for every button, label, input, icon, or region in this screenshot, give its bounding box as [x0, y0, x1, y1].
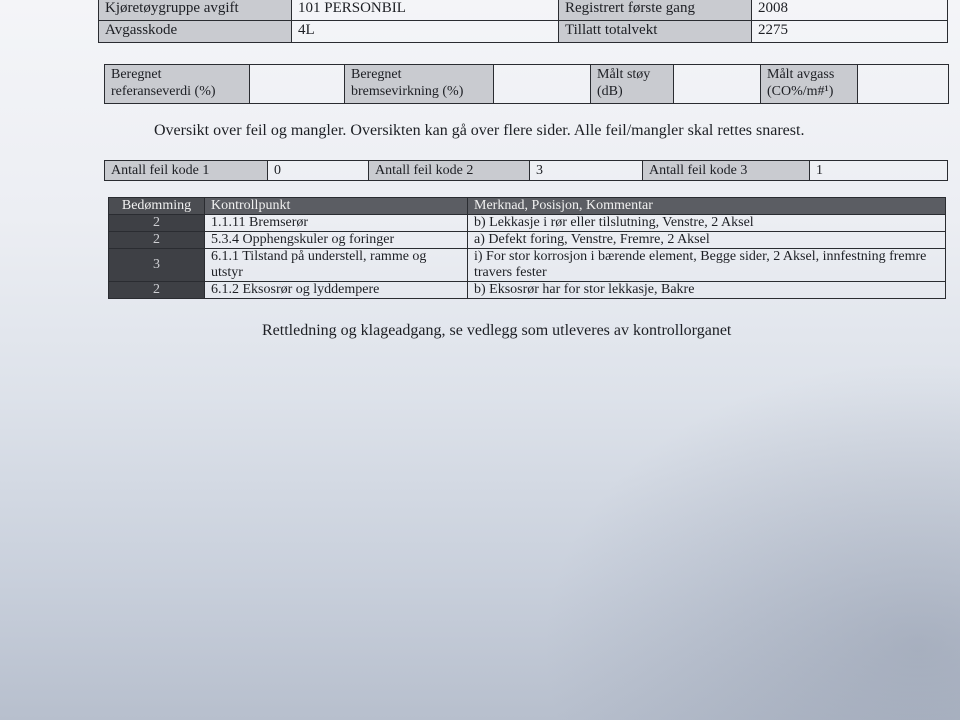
count-code-1-label: Antall feil kode 1	[105, 161, 268, 181]
brake-effect-label: Beregnet bremsevirkning (%)	[345, 65, 494, 104]
reference-value-label: Beregnet referanseverdi (%)	[105, 65, 250, 104]
brake-effect-value	[494, 65, 591, 104]
reference-value	[250, 65, 345, 104]
grade-cell: 2	[109, 215, 205, 232]
emission-code-value: 4L	[292, 21, 559, 43]
count-code-2-label: Antall feil kode 2	[369, 161, 530, 181]
grade-cell: 2	[109, 282, 205, 299]
overview-text: Oversikt over feil og mangler. Oversikten kan gå over flere sider. Alle feil/mangler skal rettes snarest.	[154, 122, 805, 139]
control-point-cell: 1.1.11 Bremserør	[205, 215, 468, 232]
count-code-2-value: 3	[530, 161, 643, 181]
emission-code-label: Avgasskode	[99, 21, 292, 43]
total-weight-value: 2275	[752, 21, 948, 43]
measurement-table	[104, 64, 949, 104]
grade-header: Bedømming	[109, 198, 205, 215]
table-row	[109, 232, 946, 249]
table-row	[109, 249, 946, 282]
vehicle-info-table	[98, 0, 948, 43]
noise-label: Målt støy (dB)	[591, 65, 674, 104]
guidance-text: Rettledning og klageadgang, se vedlegg som utleveres av kontrollorganet	[262, 322, 732, 339]
first-registered-value: 2008	[752, 0, 948, 21]
vehicle-group-label: Kjøretøygruppe avgift	[99, 0, 292, 21]
count-code-3-label: Antall feil kode 3	[643, 161, 810, 181]
control-point-cell: 5.3.4 Opphengskuler og foringer	[205, 232, 468, 249]
comment-cell: i) For stor korrosjon i bærende element, Begge sider, 2 Aksel, innfestning fremre travers fester	[468, 249, 946, 282]
defect-count-table	[104, 160, 948, 181]
comment-cell: b) Lekkasje i rør eller tilslutning, Venstre, 2 Aksel	[468, 215, 946, 232]
table-row	[99, 0, 948, 21]
grade-cell: 3	[109, 249, 205, 282]
vehicle-group-value: 101 PERSONBIL	[292, 0, 559, 21]
table-row	[109, 215, 946, 232]
comment-cell: b) Eksosrør har for stor lekkasje, Bakre	[468, 282, 946, 299]
total-weight-label: Tillatt totalvekt	[559, 21, 752, 43]
exhaust-label: Målt avgass (CO%/m#¹)	[761, 65, 858, 104]
table-row	[99, 21, 948, 43]
first-registered-label: Registrert første gang	[559, 0, 752, 21]
noise-value	[674, 65, 761, 104]
control-point-cell: 6.1.1 Tilstand på understell, ramme og utstyr	[205, 249, 468, 282]
exhaust-value	[858, 65, 949, 104]
control-point-header: Kontrollpunkt	[205, 198, 468, 215]
grade-cell: 2	[109, 232, 205, 249]
table-row	[105, 65, 949, 104]
table-row	[109, 282, 946, 299]
count-code-3-value: 1	[810, 161, 948, 181]
photo-shadow	[540, 360, 960, 720]
count-code-1-value: 0	[268, 161, 369, 181]
table-row	[105, 161, 948, 181]
control-point-cell: 6.1.2 Eksosrør og lyddempere	[205, 282, 468, 299]
defects-table	[108, 197, 946, 299]
table-header-row	[109, 198, 946, 215]
comment-header: Merknad, Posisjon, Kommentar	[468, 198, 946, 215]
comment-cell: a) Defekt foring, Venstre, Fremre, 2 Aksel	[468, 232, 946, 249]
